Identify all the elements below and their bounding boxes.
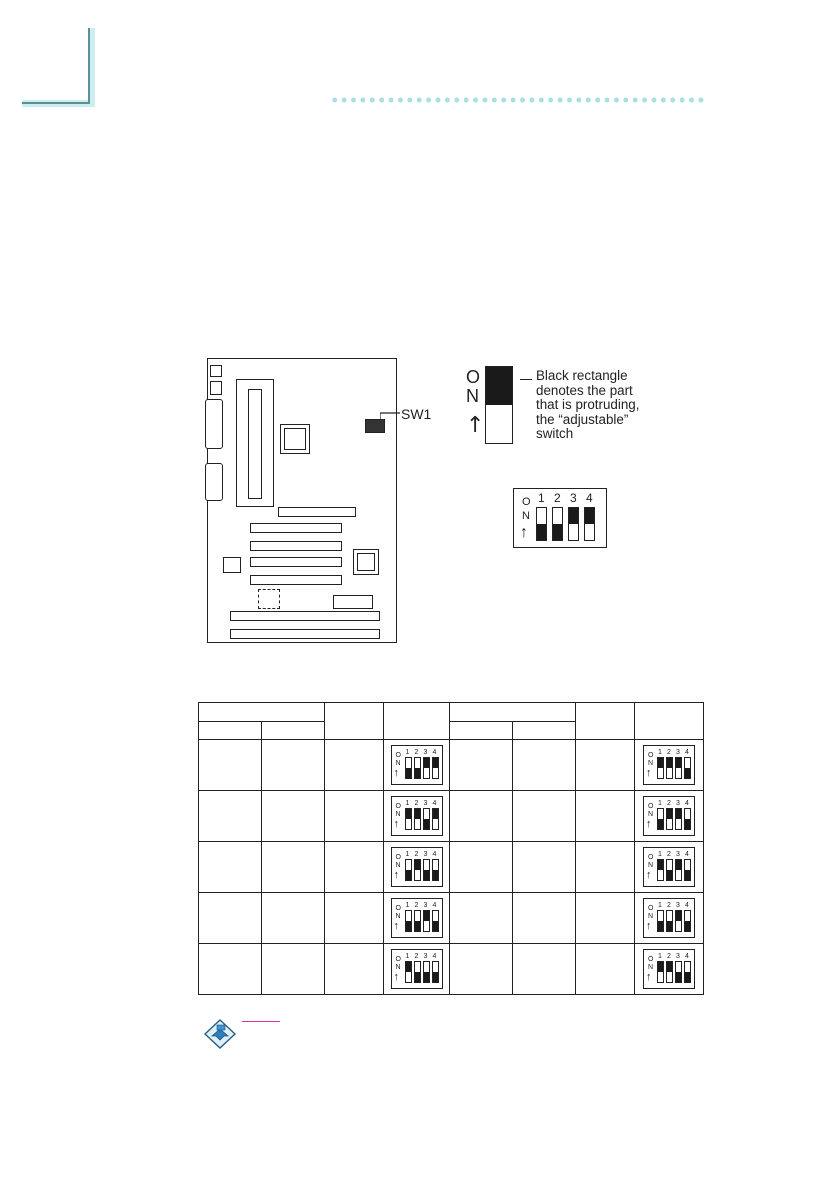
switch-position (666, 808, 673, 830)
switch-position (584, 507, 595, 541)
up-arrow-icon: ↑ (393, 869, 399, 881)
table-cell (576, 740, 635, 791)
board-ide-slot-2 (230, 629, 380, 639)
table-header-group-right (450, 703, 576, 722)
legend-line-3: that is protruding, (536, 397, 640, 413)
switch-position (423, 808, 430, 830)
switch-on-letter-n: N (395, 913, 401, 920)
switch-lever (433, 972, 438, 982)
table-cell-switch (635, 944, 704, 995)
switch-position (432, 757, 439, 779)
switch-lever (658, 758, 663, 768)
table-cell (576, 893, 635, 944)
legend-line-2: denotes the part (536, 382, 633, 398)
switch-lever (415, 972, 420, 982)
switch-on-letter-n: N (395, 760, 401, 767)
switch-position (552, 507, 563, 541)
switch-number-label: 3 (676, 800, 680, 807)
switch-lever (424, 870, 429, 880)
table-cell (262, 791, 325, 842)
legend-line-1: Black rectangle (536, 368, 628, 383)
table-cell (199, 944, 262, 995)
switch-number-label: 4 (432, 851, 437, 858)
up-arrow-icon: ↑ (393, 767, 399, 779)
table-cell (450, 893, 513, 944)
switch-number-label: 3 (676, 749, 680, 756)
switch-lever (585, 508, 594, 524)
switch-position (405, 757, 412, 779)
table-cell (199, 740, 262, 791)
switch-on-letter-n: N (648, 760, 654, 767)
board-dimm-slot-inner (248, 389, 262, 499)
board-south-bridge-inner (357, 553, 375, 571)
table-cell (325, 944, 384, 995)
switch-number-label: 2 (414, 851, 419, 858)
switch-number-label: 4 (685, 902, 689, 909)
switch-on-letter-o: O (648, 854, 654, 861)
switch-on-letter-n: N (648, 964, 654, 971)
switch-position (568, 507, 579, 541)
switch-lever (658, 962, 663, 972)
switch-position (666, 757, 673, 779)
switch-number-label: 2 (667, 902, 671, 909)
switch-lever (553, 524, 562, 540)
table-header-col-right-switch (635, 703, 704, 740)
table-cell (199, 842, 262, 893)
table-cell (325, 740, 384, 791)
table-cell (450, 842, 513, 893)
table-cell (199, 893, 262, 944)
switch-on-letter-o: O (648, 752, 654, 759)
switch-position (657, 808, 664, 830)
switch-lever (667, 870, 672, 880)
switch-position (432, 961, 439, 983)
switch-number-label: 3 (423, 851, 428, 858)
table-cell (262, 842, 325, 893)
table-cell-switch (635, 842, 704, 893)
switch-on-letter-n: N (395, 811, 401, 818)
table-cell (199, 791, 262, 842)
dip-switch-settings-table (198, 702, 704, 995)
switch-lever (415, 809, 420, 819)
switch-on-letter-o: O (648, 905, 654, 912)
table-cell (513, 791, 576, 842)
table-cell (262, 944, 325, 995)
table-row (199, 893, 704, 944)
switch-number-label: 1 (405, 800, 410, 807)
switch-lever (676, 809, 681, 819)
switch-position (684, 910, 691, 932)
switch-lever (685, 870, 690, 880)
switch-lever (415, 768, 420, 778)
switch-lever (433, 870, 438, 880)
dip-switch-setting (643, 745, 695, 785)
up-arrow-icon: ↑ (466, 413, 485, 438)
switch-position (675, 961, 682, 983)
switch-number-label: 4 (586, 491, 593, 505)
note-link[interactable] (242, 1021, 280, 1022)
switch-number-label: 1 (658, 953, 662, 960)
switch-number-label: 3 (676, 851, 680, 858)
switch-number-label: 1 (405, 953, 410, 960)
table-cell (450, 791, 513, 842)
board-port-1 (210, 365, 222, 377)
table-cell (513, 842, 576, 893)
board-agp-slot (278, 507, 356, 517)
switch-lever (424, 819, 429, 829)
board-ide-slot-1 (230, 611, 380, 621)
switch-lever (667, 921, 672, 931)
switch-lever (676, 860, 681, 870)
switch-position (675, 757, 682, 779)
switch-on-letter-n: N (395, 964, 401, 971)
legend-on-letter-n: N (466, 386, 479, 406)
table-subheader-left-1 (199, 722, 262, 740)
table-row (199, 842, 704, 893)
dip-switch-setting (391, 847, 443, 887)
switch-number-label: 4 (432, 800, 437, 807)
switch-on-letter-o: O (648, 803, 654, 810)
up-arrow-icon: ↑ (520, 524, 528, 541)
legend-switch-protruding (486, 367, 512, 405)
switch-lever (415, 860, 420, 870)
switch-number-label: 3 (423, 800, 428, 807)
sw1-leader-line (380, 408, 402, 420)
switch-number-label: 2 (667, 800, 671, 807)
legend-on-letter-o: O (466, 367, 481, 387)
table-cell (513, 944, 576, 995)
sw1-label: SW1 (401, 406, 432, 422)
dip-switch-setting (643, 949, 695, 989)
switch-lever (685, 921, 690, 931)
table-cell (513, 740, 576, 791)
table-row (199, 740, 704, 791)
switch-lever (667, 809, 672, 819)
switch-lever (406, 921, 411, 931)
board-serial-port (205, 463, 223, 501)
switch-number-label: 4 (685, 749, 689, 756)
switch-lever (424, 911, 429, 921)
dip-switch-setting (643, 796, 695, 836)
switch-position (675, 910, 682, 932)
switch-lever (569, 508, 578, 524)
switch-on-letter-n: N (522, 510, 530, 522)
switch-number-label: 3 (570, 491, 577, 505)
switch-position (684, 808, 691, 830)
switch-position (414, 859, 421, 881)
board-chipset-inner (284, 428, 306, 450)
board-battery (333, 595, 373, 609)
switch-position (657, 910, 664, 932)
dip-switch-setting (643, 898, 695, 938)
dip-switch-setting (391, 949, 443, 989)
switch-position (432, 808, 439, 830)
switch-on-letter-o: O (395, 803, 401, 810)
switch-number-label: 1 (658, 851, 662, 858)
switch-position (414, 910, 421, 932)
note-icon (203, 1018, 237, 1050)
switch-position (405, 859, 412, 881)
switch-lever (433, 921, 438, 931)
switch-position (432, 859, 439, 881)
switch-number-label: 3 (423, 953, 428, 960)
switch-number-label: 4 (432, 953, 437, 960)
board-small-chip (223, 557, 241, 573)
table-row (199, 791, 704, 842)
switch-number-label: 2 (414, 800, 419, 807)
switch-lever (676, 972, 681, 982)
switch-lever (685, 819, 690, 829)
dip-switch-setting (391, 898, 443, 938)
switch-position (405, 808, 412, 830)
switch-lever (658, 819, 663, 829)
switch-lever (433, 758, 438, 768)
table-cell (325, 842, 384, 893)
table-cell (576, 842, 635, 893)
board-sw1-location (365, 419, 385, 433)
table-cell (450, 740, 513, 791)
switch-position (657, 757, 664, 779)
switch-lever (537, 524, 546, 540)
switch-on-letter-n: N (648, 913, 654, 920)
switch-position (657, 961, 664, 983)
legend-switch (485, 366, 513, 444)
switch-position (536, 507, 547, 541)
switch-lever (424, 758, 429, 768)
switch-lever (406, 768, 411, 778)
switch-lever (658, 860, 663, 870)
switch-on-letter-o: O (648, 956, 654, 963)
switch-position (666, 910, 673, 932)
switch-number-label: 3 (423, 902, 428, 909)
board-pci-slot-4 (250, 575, 342, 585)
table-cell-switch (635, 893, 704, 944)
dip-switch-setting (643, 847, 695, 887)
switch-number-label: 2 (414, 902, 419, 909)
table-header-group-left (199, 703, 325, 722)
switch-position (414, 808, 421, 830)
switch-lever (685, 972, 690, 982)
legend-line-5: switch (536, 426, 574, 442)
switch-number-label: 3 (676, 953, 680, 960)
switch-number-label: 1 (405, 902, 410, 909)
switch-lever (406, 962, 411, 972)
switch-on-letter-n: N (648, 862, 654, 869)
switch-position (684, 961, 691, 983)
table-cell (576, 944, 635, 995)
switch-number-label: 1 (405, 749, 410, 756)
up-arrow-icon: ↑ (393, 971, 399, 983)
switch-lever (658, 921, 663, 931)
switch-number-label: 1 (405, 851, 410, 858)
table-subheader-right-2 (513, 722, 576, 740)
switch-lever (676, 758, 681, 768)
up-arrow-icon: ↑ (646, 767, 652, 779)
table-row (199, 944, 704, 995)
switch-position (423, 910, 430, 932)
switch-number-label: 1 (658, 800, 662, 807)
switch-number-label: 3 (423, 749, 428, 756)
page-corner-line-vertical (88, 28, 90, 104)
header-dotted-rule (330, 97, 706, 103)
board-parallel-port (205, 399, 223, 449)
switch-position (423, 859, 430, 881)
switch-position (405, 961, 412, 983)
up-arrow-icon: ↑ (393, 818, 399, 830)
legend-line-4: the “adjustable” (536, 411, 629, 427)
board-port-2 (210, 381, 222, 395)
table-cell-switch (384, 893, 450, 944)
legend-description (536, 369, 639, 442)
switch-position (423, 961, 430, 983)
up-arrow-icon: ↑ (646, 869, 652, 881)
switch-lever (415, 921, 420, 931)
switch-number-label: 1 (658, 902, 662, 909)
switch-lever (667, 758, 672, 768)
switch-position (414, 757, 421, 779)
switch-lever (433, 809, 438, 819)
switch-position (684, 859, 691, 881)
table-header-col-left-switch (384, 703, 450, 740)
board-pci-slot-3 (250, 557, 342, 567)
switch-number-label: 1 (538, 491, 545, 505)
switch-on-letter-o: O (395, 905, 401, 912)
switch-number-label: 2 (414, 953, 419, 960)
table-cell-switch (384, 944, 450, 995)
table-cell-switch (635, 791, 704, 842)
table-cell (325, 791, 384, 842)
dip-switch-example (513, 488, 607, 548)
switch-position (423, 757, 430, 779)
switch-on-letter-n: N (648, 811, 654, 818)
board-pci-slot-1 (250, 523, 342, 533)
switch-position (405, 910, 412, 932)
page-corner-line-horizontal (22, 102, 90, 104)
up-arrow-icon: ↑ (646, 818, 652, 830)
up-arrow-icon: ↑ (646, 971, 652, 983)
table-header-col-right-3 (576, 703, 635, 740)
switch-on-letter-o: O (522, 496, 531, 508)
switch-position (657, 859, 664, 881)
switch-on-letter-o: O (395, 956, 401, 963)
dip-switch-setting (391, 745, 443, 785)
table-cell (513, 893, 576, 944)
switch-number-label: 2 (414, 749, 419, 756)
switch-position (432, 910, 439, 932)
switch-on-letter-o: O (395, 854, 401, 861)
table-subheader-left-2 (262, 722, 325, 740)
switch-on-letter-o: O (395, 752, 401, 759)
switch-position (684, 757, 691, 779)
switch-lever (667, 962, 672, 972)
dip-switch-setting (391, 796, 443, 836)
switch-lever (406, 870, 411, 880)
switch-number-label: 2 (667, 851, 671, 858)
table-cell (325, 893, 384, 944)
table-cell-switch (384, 842, 450, 893)
table-subheader-right-1 (450, 722, 513, 740)
switch-number-label: 4 (685, 953, 689, 960)
switch-lever (406, 809, 411, 819)
switch-lever (676, 911, 681, 921)
table-cell-switch (384, 740, 450, 791)
switch-number-label: 2 (667, 749, 671, 756)
table-cell (576, 791, 635, 842)
switch-lever (685, 768, 690, 778)
table-cell-switch (635, 740, 704, 791)
table-cell-switch (384, 791, 450, 842)
switch-position (414, 961, 421, 983)
up-arrow-icon: ↑ (393, 920, 399, 932)
switch-lever (424, 972, 429, 982)
table-cell (450, 944, 513, 995)
switch-on-letter-n: N (395, 862, 401, 869)
switch-position (675, 808, 682, 830)
board-bios-chip (258, 589, 280, 609)
switch-number-label: 4 (685, 800, 689, 807)
switch-number-label: 4 (685, 851, 689, 858)
switch-number-label: 4 (432, 902, 437, 909)
switch-number-label: 3 (676, 902, 680, 909)
switch-number-label: 1 (658, 749, 662, 756)
switch-number-label: 4 (432, 749, 437, 756)
board-pci-slot-2 (250, 541, 342, 551)
switch-position (666, 859, 673, 881)
motherboard-diagram (207, 358, 397, 643)
legend-dash (520, 379, 532, 380)
switch-number-label: 2 (667, 953, 671, 960)
switch-position (675, 859, 682, 881)
table-cell (262, 740, 325, 791)
switch-number-label: 2 (554, 491, 561, 505)
up-arrow-icon: ↑ (646, 920, 652, 932)
table-header-col-left-3 (325, 703, 384, 740)
switch-position (666, 961, 673, 983)
table-cell (262, 893, 325, 944)
